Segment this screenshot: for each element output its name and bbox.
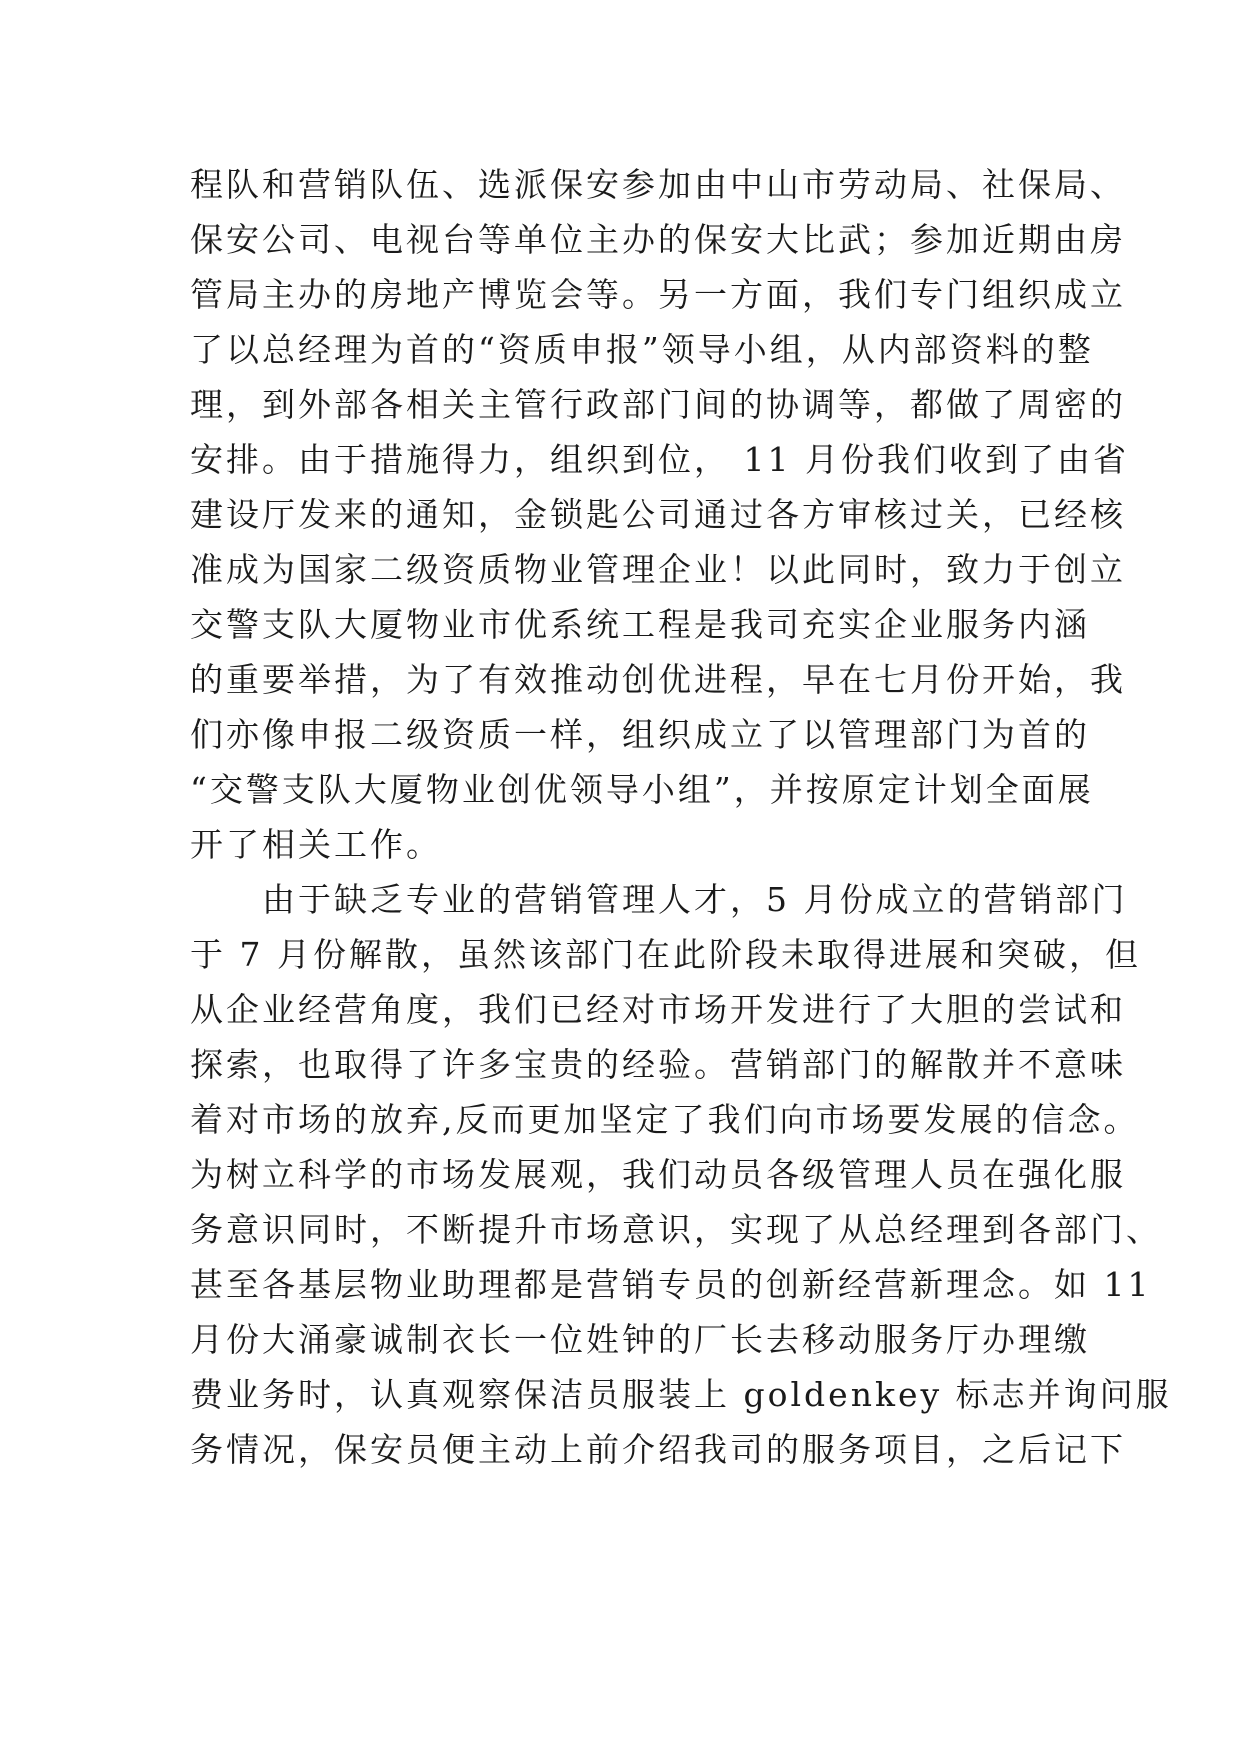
text-line: 交警支队大厦物业市优系统工程是我司充实企业服务内涵 <box>190 605 1090 644</box>
paragraph-2 <box>190 872 1172 1477</box>
text-line: 程队和营销队伍、选派保安参加由中山市劳动局、社保局、 <box>190 165 1126 204</box>
text-line: 务意识同时，不断提升市场意识，实现了从总经理到各部门、 <box>190 1210 1162 1249</box>
text-line: 了以总经理为首的“资质申报”领导小组，从内部资料的整 <box>190 330 1094 369</box>
text-line: 的重要举措，为了有效推动创优进程，早在七月份开始，我 <box>190 660 1126 699</box>
text-line: 保安公司、电视台等单位主办的保安大比武；参加近期由房 <box>190 220 1126 259</box>
text-line: 于 7 月份解散，虽然该部门在此阶段未取得进展和突破，但 <box>190 935 1141 974</box>
text-line: 从企业经营角度，我们已经对市场开发进行了大胆的尝试和 <box>190 990 1126 1029</box>
text-line: 为树立科学的市场发展观，我们动员各级管理人员在强化服 <box>190 1155 1126 1194</box>
text-line: 月份大涌豪诚制衣长一位姓钟的厂长去移动服务厅办理缴 <box>190 1320 1090 1359</box>
text-line: 由于缺乏专业的营销管理人才，5 月份成立的营销部门 <box>190 880 1128 919</box>
text-line: 费业务时，认真观察保洁员服装上 goldenkey 标志并询问服 <box>190 1375 1172 1414</box>
text-line: “交警支队大厦物业创优领导小组”，并按原定计划全面展 <box>190 770 1094 809</box>
text-line: 理，到外部各相关主管行政部门间的协调等，都做了周密的 <box>190 385 1126 424</box>
paragraph-1 <box>190 157 1129 872</box>
text-line: 准成为国家二级资质物业管理企业！以此同时，致力于创立 <box>190 550 1126 589</box>
text-line: 务情况，保安员便主动上前介绍我司的服务项目，之后记下 <box>190 1430 1126 1469</box>
text-line: 安排。由于措施得力，组织到位， 11 月份我们收到了由省 <box>190 440 1129 479</box>
text-line: 管局主办的房地产博览会等。另一方面，我们专门组织成立 <box>190 275 1126 314</box>
text-line: 们亦像申报二级资质一样，组织成立了以管理部门为首的 <box>190 715 1090 754</box>
text-line: 开了相关工作。 <box>190 825 442 864</box>
text-line: 探索，也取得了许多宝贵的经验。营销部门的解散并不意味 <box>190 1045 1126 1084</box>
text-line: 建设厅发来的通知，金锁匙公司通过各方审核过关，已经核 <box>190 495 1126 534</box>
text-line: 甚至各基层物业助理都是营销专员的创新经营新理念。如 11 <box>190 1265 1152 1304</box>
text-line: 着对市场的放弃,反而更加坚定了我们向市场要发展的信念。 <box>190 1100 1140 1139</box>
document-body <box>190 157 1172 1477</box>
